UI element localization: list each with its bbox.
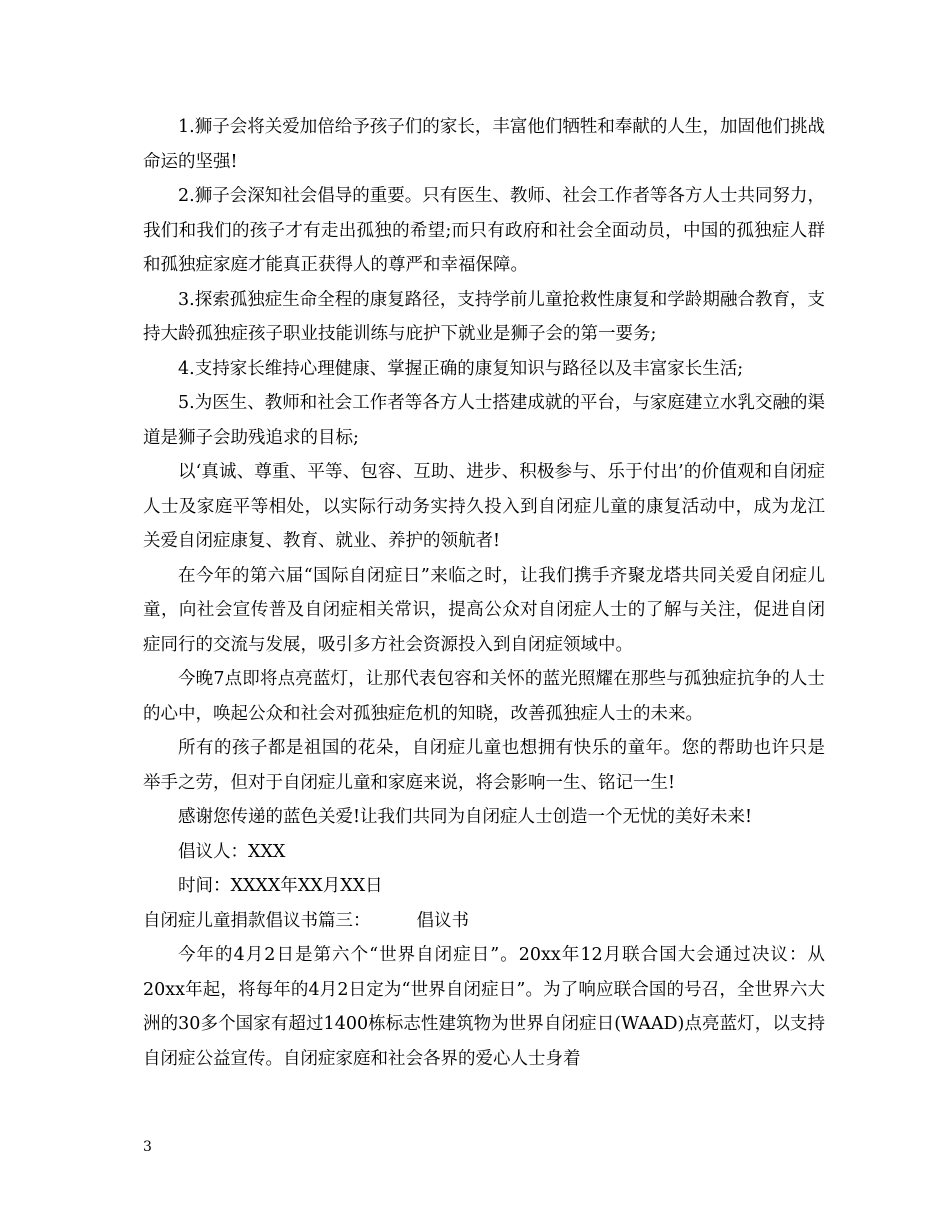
document-body (143, 110, 825, 1076)
paragraph-blue-light: 今晚7点即将点亮蓝灯，让那代表包容和关怀的蓝光照耀在那些与孤独症抗争的人士的心中，唤起公众和社会对孤独症危机的知晓，改善孤独症人士的未来。 (143, 669, 825, 724)
page-number: 3 (143, 1139, 152, 1155)
paragraph-values: 以‘真诚、尊重、平等、包容、互助、进步、积极参与、乐于付出’的价值观和自闭症人士及家庭平等相处，以实际行动务实持久投入到自闭症儿童的康复活动中，成为龙江关爱自闭症康复、教育、就业、养护的领航者! (143, 462, 825, 551)
section-heading (143, 904, 825, 939)
section-heading-title: 自闭症儿童捐款倡议书篇三： (143, 910, 371, 931)
paragraph-item-1: 1.狮子会将关爱加倍给予孩子们的家长，丰富他们牺牲和奉献的人生，加固他们挑战命运的坚强! (143, 117, 825, 172)
paragraph-world-autism-day: 今年的4月2日是第六个“世界自闭症日”。20xx年12月联合国大会通过决议：从20xx年起，将每年的4月2日定为“世界自闭症日”。为了响应联合国的号召，全世界六大洲的30多个国家有超过1400栋标志性建筑物为世界自闭症日(WAAD)点亮蓝灯，以支持自闭症公益宣传。自闭症家庭和社会各界的爱心人士身着 (143, 945, 825, 1069)
paragraph-item-2: 2.狮子会深知社会倡导的重要。只有医生、教师、社会工作者等各方人士共同努力，我们和我们的孩子才有走出孤独的希望;而只有政府和社会全面动员，中国的孤独症人群和孤独症家庭才能真正获得人的尊严和幸福保障。 (143, 186, 825, 275)
paragraph-item-4: 4.支持家长维持心理健康、掌握正确的康复知识与路径以及丰富家长生活; (178, 358, 744, 379)
paragraph-item-3: 3.探索孤独症生命全程的康复路径，支持学前儿童抢救性康复和学龄期融合教育，支持大龄孤独症孩子职业技能训练与庇护下就业是狮子会的第一要务; (143, 289, 825, 344)
signature-initiator: 倡议人：XXX (178, 841, 286, 862)
paragraph-item-5: 5.为医生、教师和社会工作者等各方人士搭建成就的平台，与家庭建立水乳交融的渠道是狮子会助残追求的目标; (143, 393, 825, 448)
paragraph-children: 所有的孩子都是祖国的花朵，自闭症儿童也想拥有快乐的童年。您的帮助也许只是举手之劳，但对于自闭症儿童和家庭来说，将会影响一生、铭记一生! (143, 738, 825, 793)
paragraph-autism-day: 在今年的第六届“国际自闭症日”来临之时，让我们携手齐聚龙塔共同关爱自闭症儿童，向社会宣传普及自闭症相关常识，提高公众对自闭症人士的了解与关注，促进自闭症同行的交流与发展，吸引多方社会资源投入到自闭症领域中。 (143, 565, 825, 655)
signature-date: 时间：XXXX年XX月XX日 (178, 876, 383, 896)
paragraph-thanks: 感谢您传递的蓝色关爱!让我们共同为自闭症人士创造一个无忧的美好未来! (178, 807, 753, 827)
section-heading-subtitle: 倡议书 (416, 910, 469, 931)
